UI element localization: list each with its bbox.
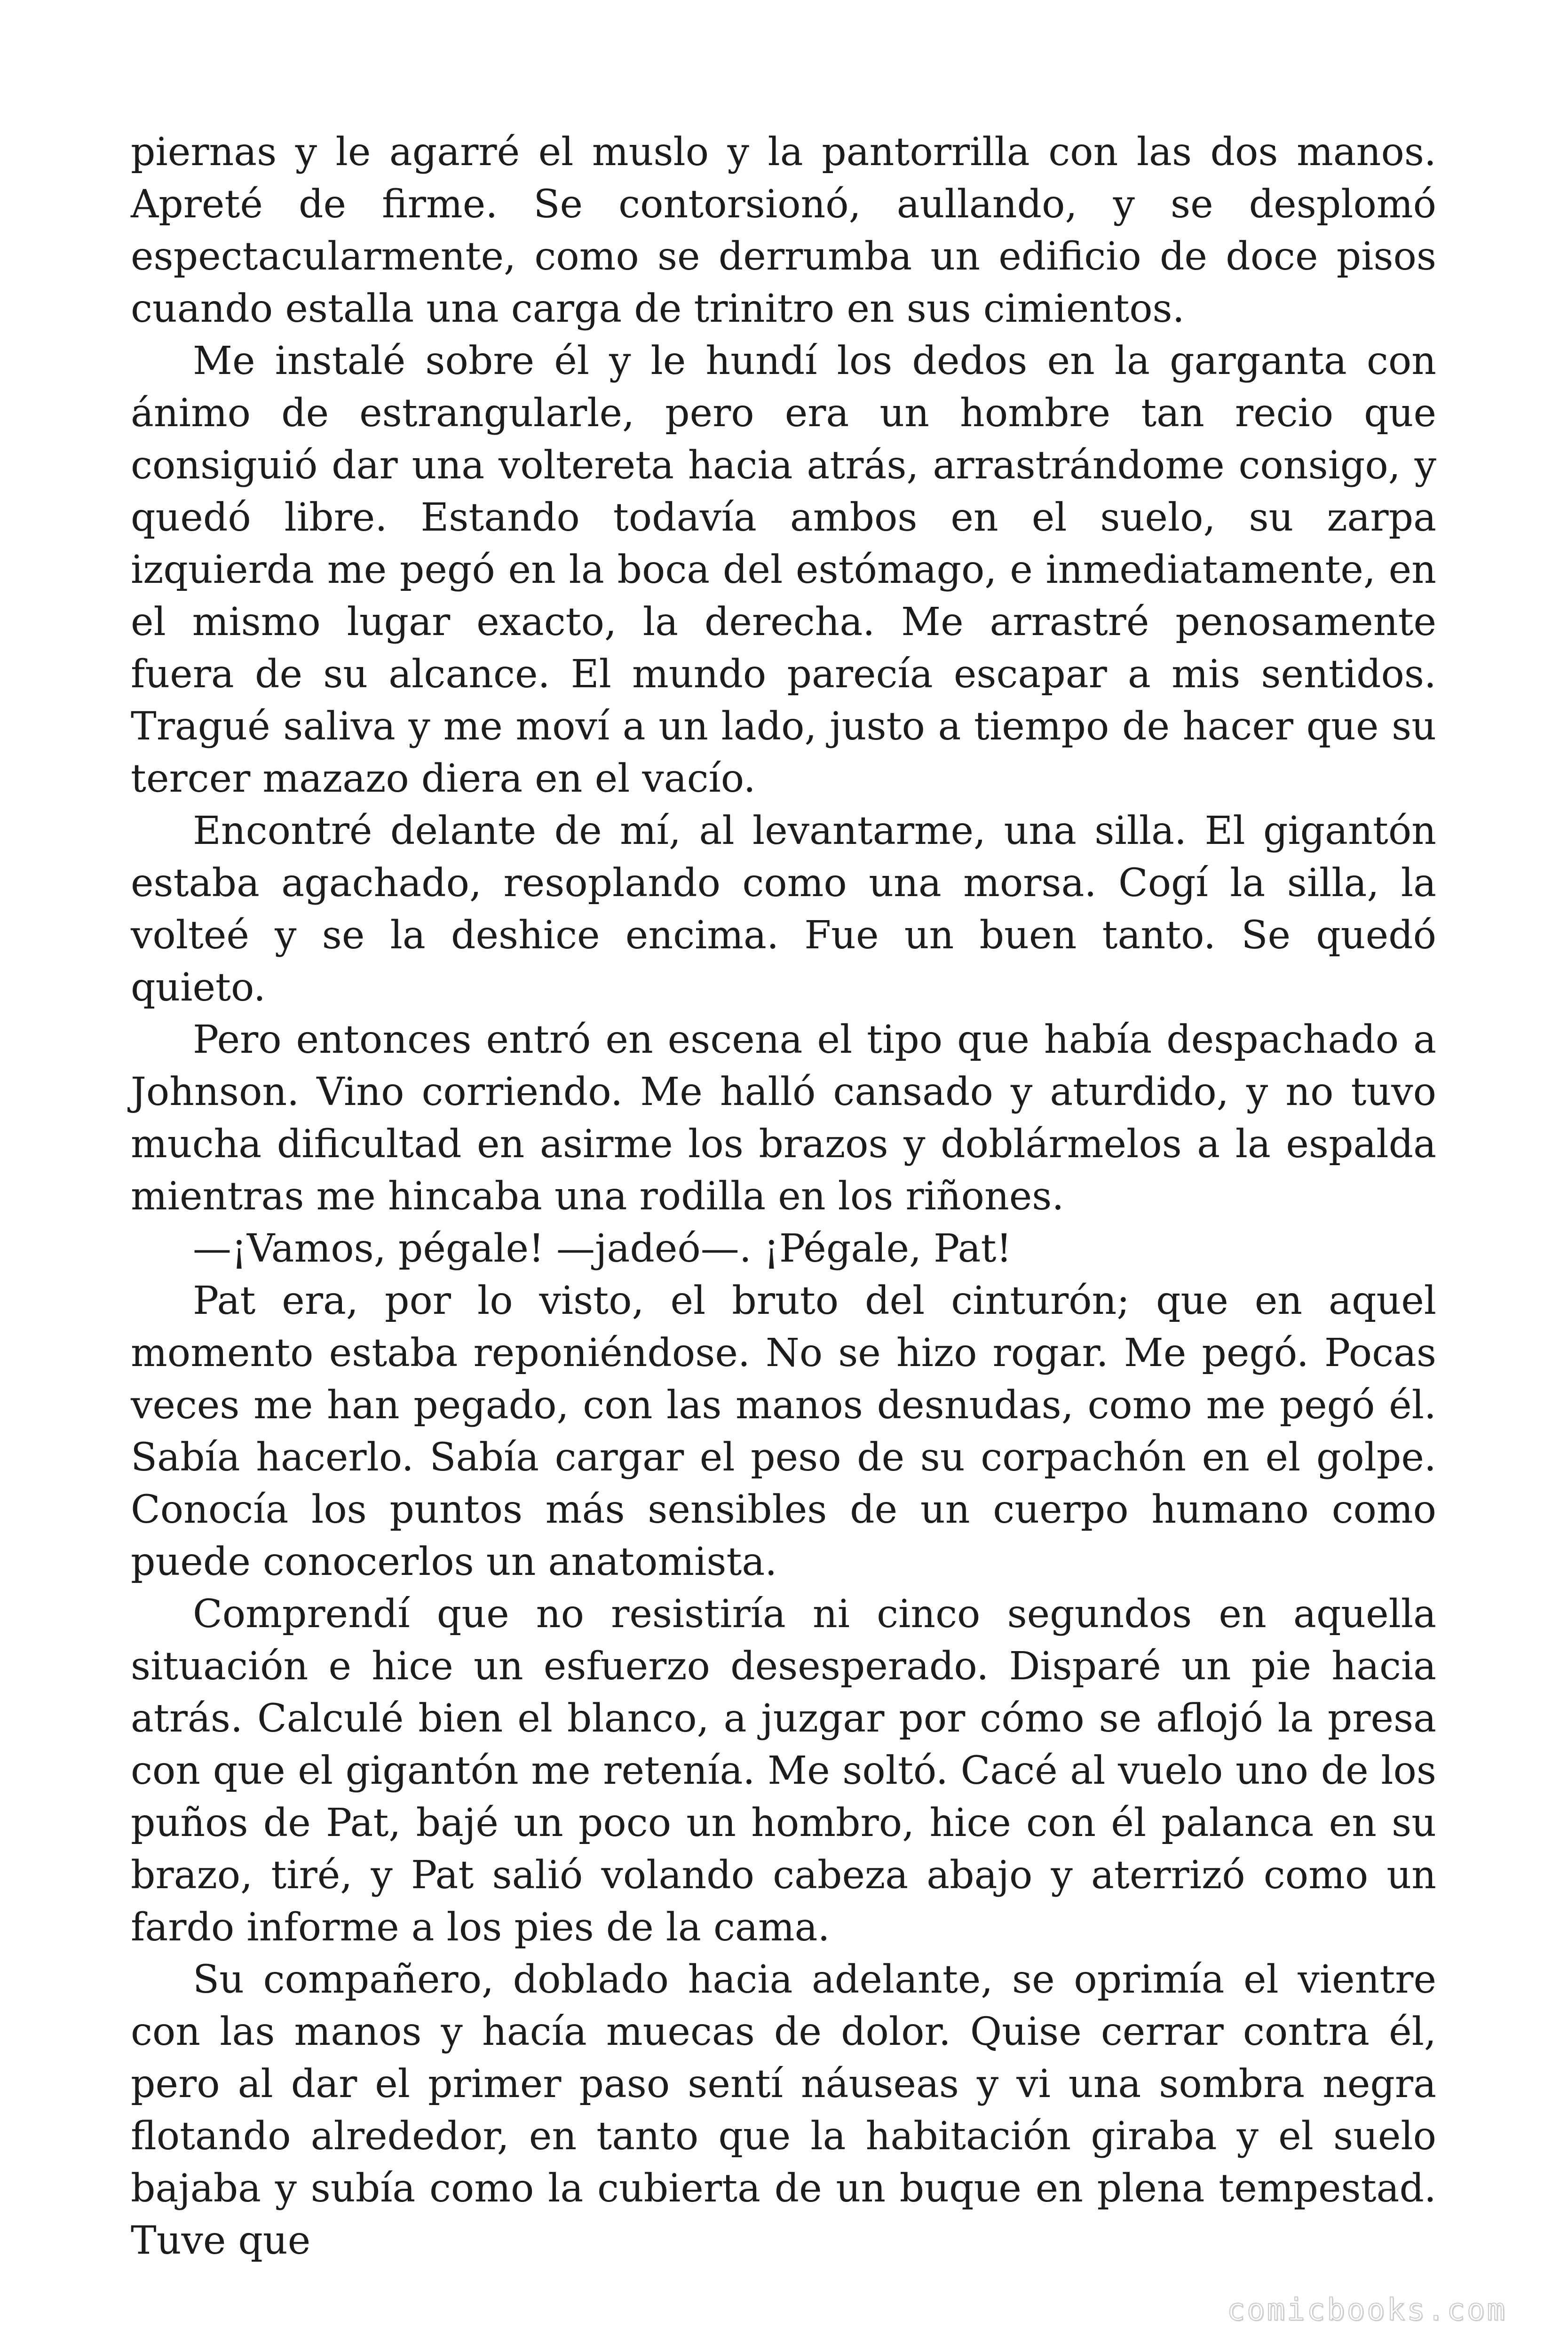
dialogue-line: —¡Vamos, pégale! —jadeó—. ¡Pégale, Pat!	[193, 1226, 1012, 1271]
paragraph-3: Encontré delante de mí, al levantarme, una silla. El gigantón estaba agachado, resoplando como una morsa. Cogí la silla, la volteé y se la deshice encima. Fue un buen tanto. Se quedó quieto.	[131, 809, 1436, 1010]
paragraph-4: Pero entonces entró en escena el tipo que había despachado a Johnson. Vino corriendo. Me halló cansado y aturdido, y no tuvo mucha dificultad en asirme los brazos y doblármelos a la espalda mientras me hincaba una rodilla en los riñones.	[131, 1017, 1436, 1219]
paragraph-8: Su compañero, doblado hacia adelante, se oprimía el vientre con las manos y hacía muecas de dolor. Quise cerrar contra él, pero al dar el primer paso sentí náuseas y vi una sombra negra flotando alrededor, en tanto que la habitación giraba y el suelo bajaba y subía como la cubierta de un buque en plena tempestad. Tuve que	[131, 1957, 1436, 2263]
paragraph-1: piernas y le agarré el muslo y la pantorrilla con las dos manos. Apreté de firme. Se contorsionó, aullando, y se desplomó espectacularmente, como se derrumba un edificio de doce pisos cuando estalla una carga de trinitro en sus cimientos.	[131, 130, 1436, 331]
paragraph-2: Me instalé sobre él y le hundí los dedos en la garganta con ánimo de estrangularle, pero era un hombre tan recio que consiguió dar una voltereta hacia atrás, arrastrándome consigo, y quedó libre. Estando todavía ambos en el suelo, su zarpa izquierda me pegó en la boca del estómago, e inmediatamente, en el mismo lugar exacto, la derecha. Me arrastré penosamente fuera de su alcance. El mundo parecía escapar a mis sentidos. Tragué saliva y me moví a un lado, justo a tiempo de hacer que su tercer mazazo diera en el vacío.	[131, 339, 1436, 801]
page-text	[131, 126, 1436, 2267]
paragraph-7: Comprendí que no resistiría ni cinco segundos en aquella situación e hice un esfuerzo desesperado. Disparé un pie hacia atrás. Calculé bien el blanco, a juzgar por cómo se aflojó la presa con que el gigantón me retenía. Me soltó. Cacé al vuelo uno de los puños de Pat, bajé un poco un hombro, hice con él palanca en su brazo, tiré, y Pat salió volando cabeza abajo y aterrizó como un fardo informe a los pies de la cama.	[131, 1592, 1436, 1950]
watermark-logo: comicbooks.com	[1227, 2293, 1507, 2328]
paragraph-6: Pat era, por lo visto, el bruto del cinturón; que en aquel momento estaba reponiéndose. No se hizo rogar. Me pegó. Pocas veces me han pegado, con las manos desnudas, como me pegó él. Sabía hacerlo. Sabía cargar el peso de su corpachón en el golpe. Conocía los puntos más sensibles de un cuerpo humano como puede conocerlos un anatomista.	[131, 1279, 1436, 1584]
